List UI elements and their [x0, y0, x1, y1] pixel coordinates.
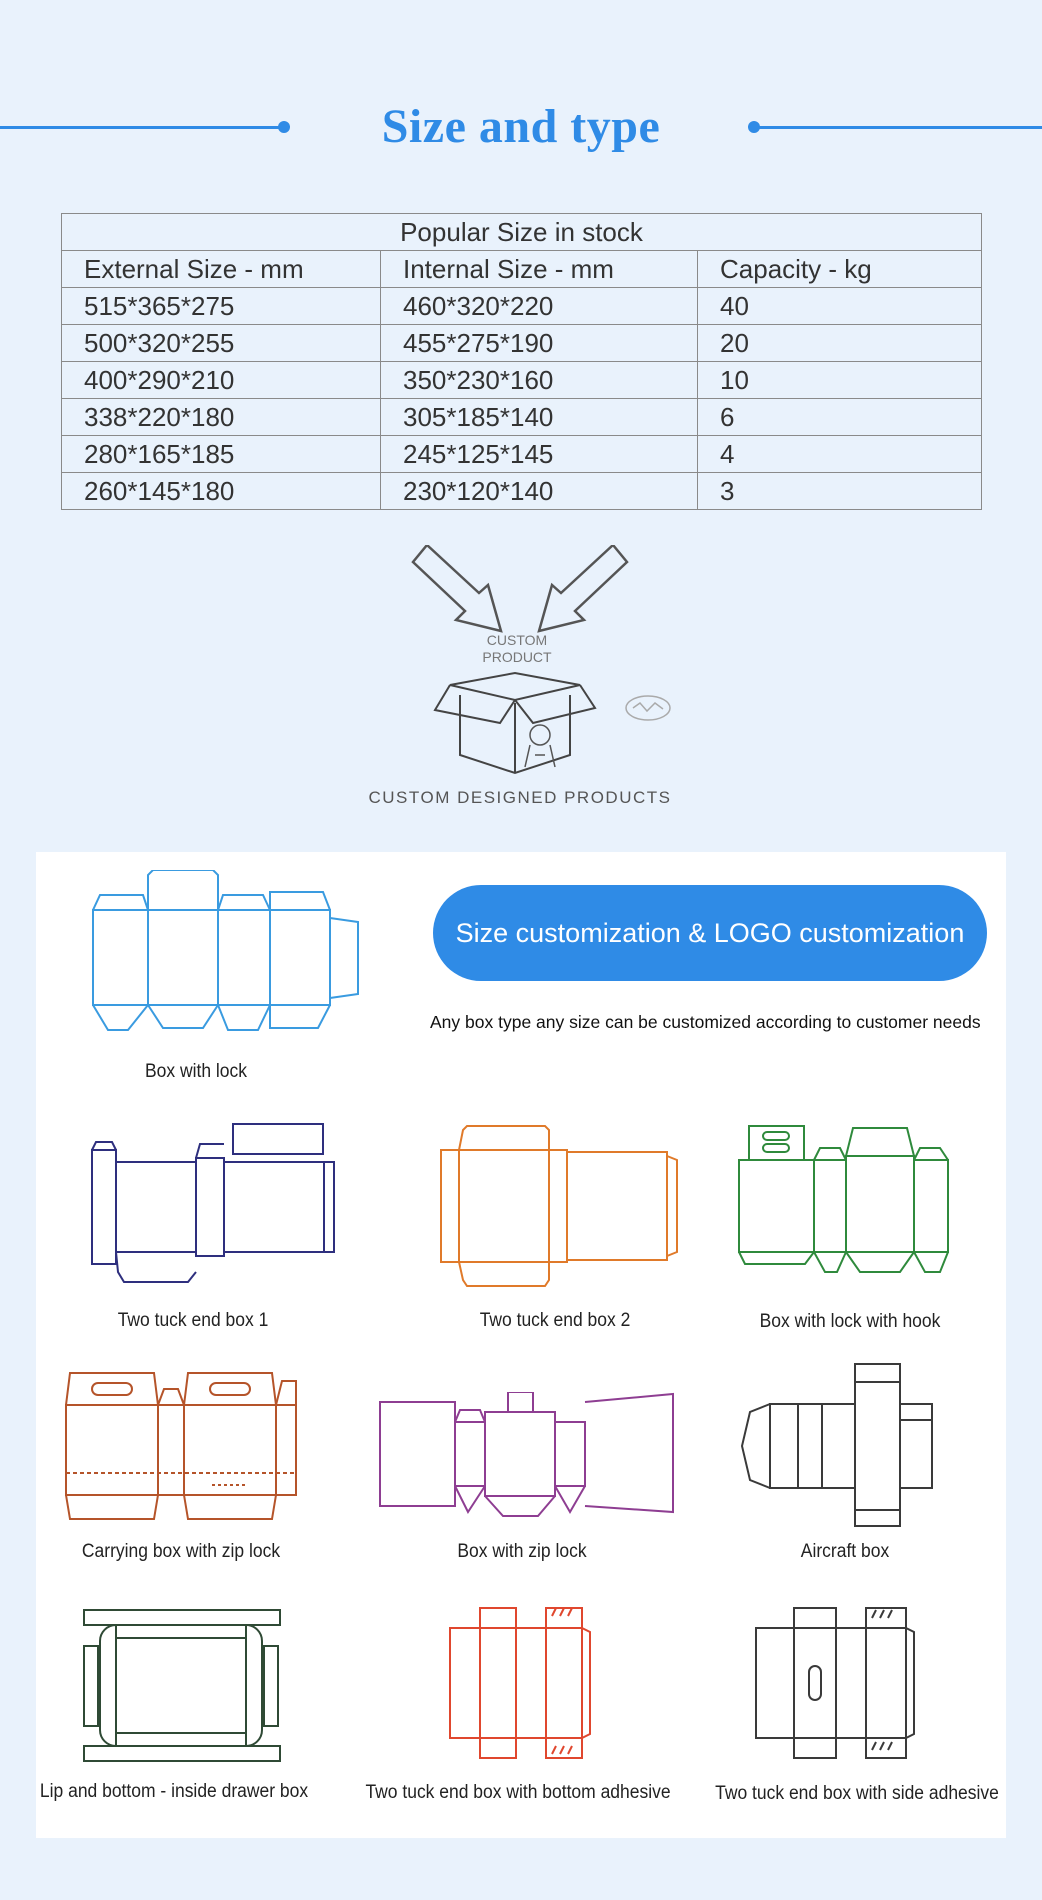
external-size-cell: 280*165*185 [62, 436, 381, 473]
capacity-cell: 3 [698, 473, 982, 510]
table-caption: Popular Size in stock [62, 214, 982, 251]
internal-size-cell: 245*125*145 [381, 436, 698, 473]
box-with-lock-dieline [88, 870, 363, 1035]
external-size-cell: 338*220*180 [62, 399, 381, 436]
table-row [62, 325, 982, 362]
logo-top-text-1: CUSTOM [486, 632, 548, 648]
title-divider-right [756, 126, 1042, 129]
capacity-cell: 4 [698, 436, 982, 473]
box-label: Two tuck end box with bottom adhesive [365, 1782, 671, 1803]
bottom-adhesive-box-dieline [448, 1604, 598, 1762]
table-caption-row [62, 214, 982, 251]
table-row [62, 436, 982, 473]
internal-size-cell: 350*230*160 [381, 362, 698, 399]
box-label: Carrying box with zip lock [81, 1541, 281, 1562]
box-label: Box with zip lock [457, 1541, 587, 1562]
internal-size-cell: 230*120*140 [381, 473, 698, 510]
internal-size-cell: 460*320*220 [381, 288, 698, 325]
customization-description: Any box type any size can be customized according to customer needs [430, 1012, 981, 1032]
external-size-cell: 400*290*210 [62, 362, 381, 399]
box-label: Aircraft box [800, 1541, 890, 1562]
column-header-capacity: Capacity - kg [698, 251, 982, 288]
custom-products-logo [355, 545, 685, 815]
capacity-cell: 10 [698, 362, 982, 399]
table-header-row [62, 251, 982, 288]
table-row [62, 288, 982, 325]
table-row [62, 473, 982, 510]
side-adhesive-box-dieline [754, 1604, 918, 1762]
arrow-left-icon [413, 545, 501, 631]
column-header-internal: Internal Size - mm [381, 251, 698, 288]
box-with-lock-with-hook-dieline [735, 1122, 955, 1292]
external-size-cell: 500*320*255 [62, 325, 381, 362]
page-title: Size and type [381, 100, 661, 153]
drawer-box-dieline [80, 1606, 285, 1771]
table-row [62, 362, 982, 399]
two-tuck-end-box-1-dieline [88, 1122, 338, 1292]
capacity-cell: 6 [698, 399, 982, 436]
customization-button[interactable]: Size customization & LOGO customization [433, 885, 987, 981]
capacity-cell: 20 [698, 325, 982, 362]
internal-size-cell: 305*185*140 [381, 399, 698, 436]
external-size-cell: 515*365*275 [62, 288, 381, 325]
box-with-zip-lock-dieline [378, 1392, 678, 1522]
aircraft-box-dieline [740, 1362, 940, 1530]
arrow-right-icon [539, 545, 627, 631]
small-decoration-icon [626, 696, 670, 720]
external-size-cell: 260*145*180 [62, 473, 381, 510]
logo-bottom-text: CUSTOM DESIGNED PRODUCTS [368, 788, 672, 807]
box-label: Two tuck end box with side adhesive [715, 1783, 999, 1804]
internal-size-cell: 455*275*190 [381, 325, 698, 362]
section-header [0, 95, 1042, 155]
logo-top-text-2: PRODUCT [482, 649, 552, 665]
capacity-cell: 40 [698, 288, 982, 325]
carrying-box-with-zip-lock-dieline [62, 1365, 302, 1525]
box-label: Box with lock [144, 1061, 248, 1082]
stock-size-table [61, 213, 982, 510]
box-label: Two tuck end box 1 [117, 1310, 269, 1331]
box-label: Two tuck end box 2 [479, 1310, 631, 1331]
box-label: Box with lock with hook [759, 1311, 941, 1332]
column-header-external: External Size - mm [62, 251, 381, 288]
table-row [62, 399, 982, 436]
open-box-icon [435, 673, 595, 773]
two-tuck-end-box-2-dieline [437, 1122, 682, 1292]
box-label: Lip and bottom - inside drawer box [39, 1781, 309, 1802]
